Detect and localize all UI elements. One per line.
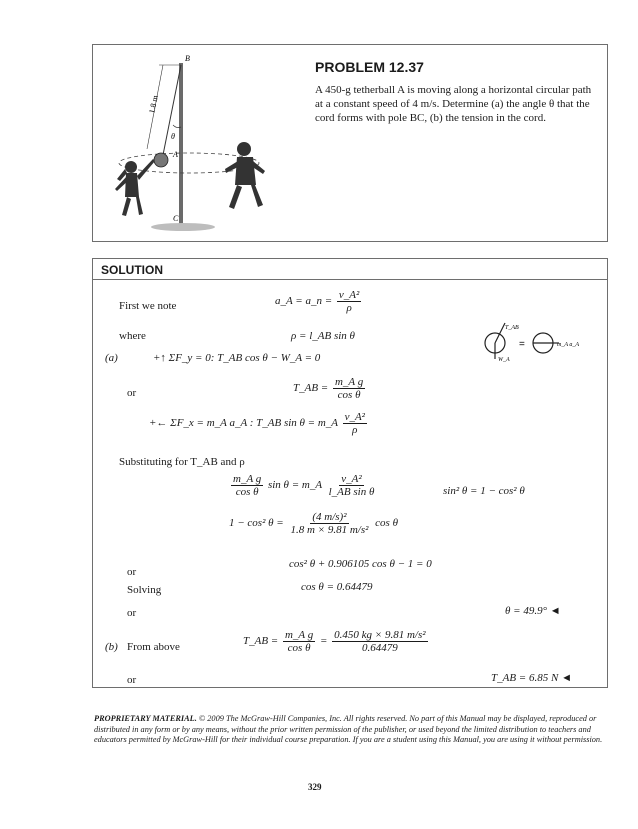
part-b-label: (b) [105, 641, 118, 653]
fbd-equals: = [519, 339, 525, 350]
pole-bc [179, 63, 183, 227]
free-body-diagram [481, 319, 581, 363]
text-or-1: or [127, 387, 137, 399]
text-or-2: or [127, 566, 137, 578]
eq-sum-fx-lhs: +← ΣF_x = m_A a_A : T_AB sin θ = m_A [149, 417, 338, 430]
cord-ab [163, 65, 181, 155]
eq-sub-den1: cos θ [235, 486, 259, 498]
problem-title: PROBLEM 12.37 [315, 59, 424, 75]
fbd-label-ma: m_A a_A [557, 342, 580, 348]
label-c: C [173, 214, 179, 223]
eq-substitution [229, 473, 378, 498]
eq-tb-equals: = [319, 635, 328, 648]
page-number: 329 [308, 782, 322, 792]
eq-tb-num1: m_A g [284, 629, 314, 641]
part-a-label: (a) [105, 352, 118, 364]
eq-tab-num: m_A g [334, 376, 364, 388]
problem-line-3: cord forms with pole BC, (b) the tension in the cord. [315, 112, 546, 124]
eq-trig-identity: sin² θ = 1 − cos² θ [443, 485, 525, 497]
text-where: where [119, 330, 146, 342]
eq-acceleration [275, 289, 363, 314]
eq-sub-den2: l_AB sin θ [328, 486, 375, 498]
copyright-text: © 2009 The McGraw-Hill Companies, Inc. All rights reserved. No part of this Manual may be displayed, reproduced or distributed in any form or by any means, without the prior written permission of the publisher, or used beyond the limited distribution to teachers and educators permitted by McGraw-Hill for their individual course preparation. If you are a student using this Manual, you are using it without permission. [94, 714, 603, 745]
left-player [115, 159, 155, 216]
eq-cos-num: (4 m/s)² [312, 511, 347, 523]
eq-accel-den: ρ [346, 302, 352, 314]
tetherball-figure [93, 45, 323, 239]
eq-tab-lhs: T_AB = [293, 382, 329, 395]
eq-tension-ab [293, 376, 367, 401]
copyright-bold: PROPRIETARY MATERIAL. [94, 714, 197, 723]
eq-sum-fx-num: v_A² [344, 411, 365, 423]
eq-sum-fx [149, 411, 369, 436]
eq-tb-num2: 0.450 kg × 9.81 m/s² [334, 629, 426, 641]
eq-accel-lhs: a_A = a_n = [275, 295, 333, 308]
text-first-we-note: First we note [119, 300, 177, 312]
eq-cos-rhs: cos θ [375, 517, 398, 530]
eq-rho: ρ = l_AB sin θ [291, 330, 355, 342]
eq-cos-substitution [229, 511, 398, 536]
label-length: 1.8 m [147, 94, 160, 115]
eq-cos-den: 1.8 m × 9.81 m/s² [290, 524, 369, 536]
eq-sub-num1: m_A g [233, 473, 262, 485]
answer-theta: θ = 49.9° ◄ [505, 605, 561, 617]
eq-sub-num2: v_A² [341, 473, 362, 485]
fbd-label-tab: T_AB [505, 325, 519, 331]
eq-sum-fx-den: ρ [352, 424, 358, 436]
fbd-label-wa: W_A [498, 357, 510, 363]
text-substituting: Substituting for T_AB and ρ [119, 456, 245, 468]
label-a: A [173, 150, 178, 159]
text-or-3: or [127, 607, 137, 619]
eq-accel-num: v_A² [338, 289, 360, 301]
label-b: B [185, 54, 190, 63]
answer-tension: T_AB = 6.85 N ◄ [491, 672, 572, 684]
copyright-notice [94, 714, 624, 746]
eq-cos-lhs: 1 − cos² θ = [229, 517, 284, 530]
eq-tab-den: cos θ [337, 389, 361, 401]
solution-heading: SOLUTION [101, 263, 163, 277]
text-solving: Solving [127, 584, 162, 596]
problem-line-1: A 450-g tetherball A is moving along a horizontal circular path [315, 84, 592, 96]
eq-sum-fy: +↑ ΣF_y = 0: T_AB cos θ − W_A = 0 [153, 352, 321, 364]
eq-tb-lhs: T_AB = [243, 635, 279, 648]
text-or-4: or [127, 674, 137, 686]
eq-tb-den2: 0.64479 [361, 642, 398, 654]
tetherball-a [154, 153, 168, 167]
eq-cos-solution: cos θ = 0.64479 [301, 581, 373, 593]
text-from-above: From above [127, 641, 180, 653]
eq-tb-den1: cos θ [287, 642, 311, 654]
eq-sub-mid: sin θ = m_A [267, 479, 322, 492]
eq-tension-b [243, 629, 430, 654]
problem-line-2: at a constant speed of 4 m/s. Determine (a) the angle θ that the [315, 98, 590, 110]
solution-box [92, 258, 608, 688]
eq-quadratic: cos² θ + 0.906105 cos θ − 1 = 0 [289, 558, 432, 570]
right-player [225, 142, 265, 209]
problem-box [92, 44, 608, 242]
label-theta: θ [171, 132, 175, 141]
